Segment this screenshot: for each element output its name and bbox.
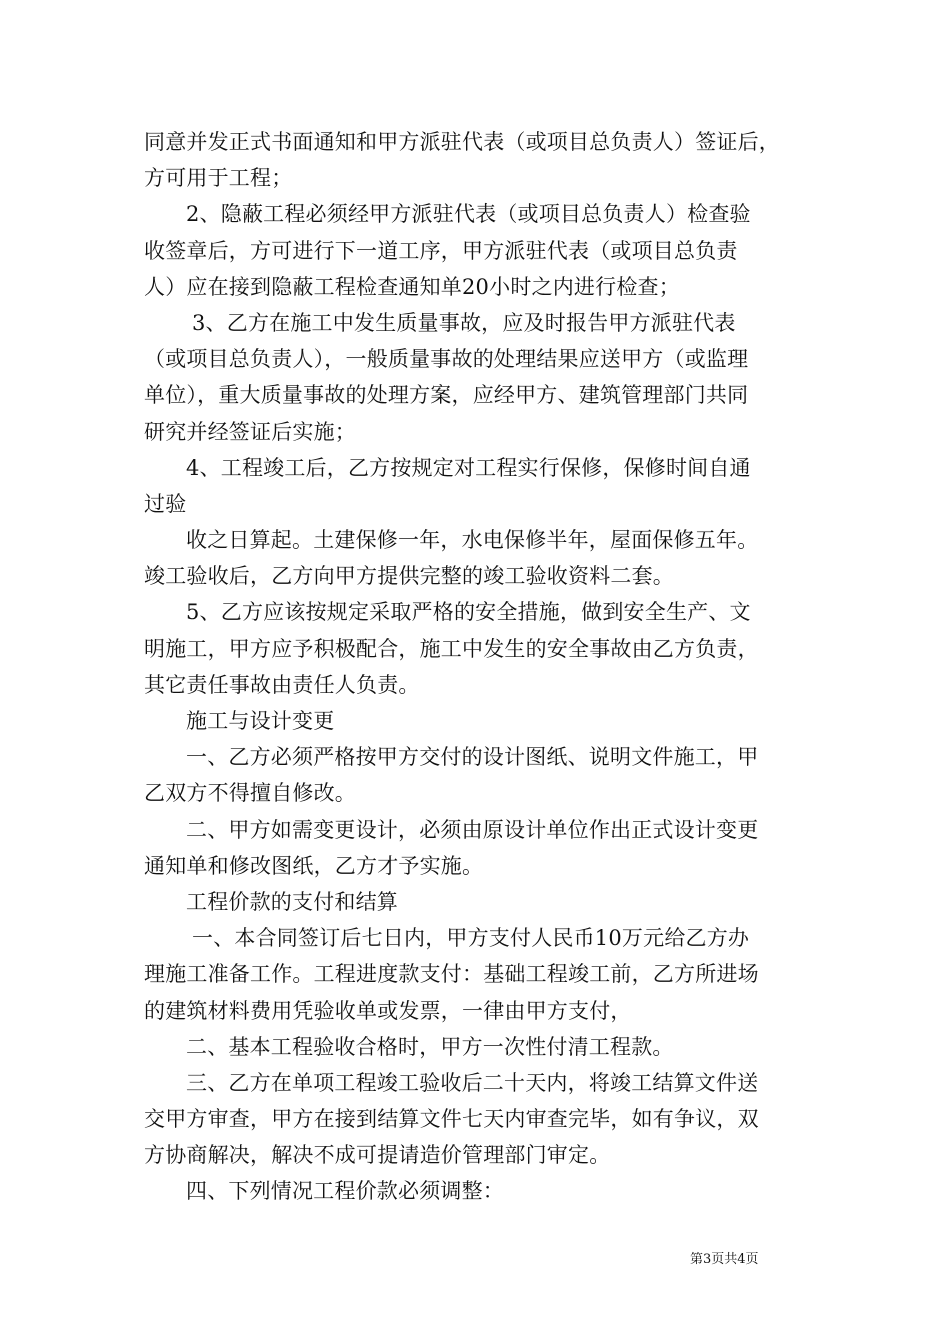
text-line: 4、工程竣工后，乙方按规定对工程实行保修，保修时间自通 bbox=[186, 455, 751, 480]
text-line: 竣工验收后，乙方向甲方提供完整的竣工验收资料二套。 bbox=[144, 564, 674, 589]
text-line: 一、本合同签订后七日内，甲方支付人民币10万元给乙方办 bbox=[192, 926, 750, 951]
text-line: 人）应在接到隐蔽工程检查通知单20小时之内进行检查； bbox=[144, 274, 680, 299]
text-line: 5、乙方应该按规定采取严格的安全措施，做到安全生产、文 bbox=[186, 600, 751, 625]
text-line: 单位），重大质量事故的处理方案，应经甲方、建筑管理部门共同 bbox=[144, 383, 749, 408]
text-line: 同意并发正式书面通知和甲方派驻代表（或项目总负责人）签证后， bbox=[144, 130, 780, 154]
text-line: 收之日算起。土建保修一年，水电保修半年，屋面保修五年。 bbox=[186, 528, 759, 553]
text-line: 交甲方审查，甲方在接到结算文件七天内审查完毕，如有争议，双 bbox=[144, 1107, 759, 1132]
text-line: （或项目总负责人），一般质量事故的处理结果应送甲方（或监理 bbox=[144, 347, 749, 372]
text-line: 的建筑材料费用凭验收单或发票，一律由甲方支付， bbox=[144, 998, 632, 1023]
text-line: 四、下列情况工程价款必须调整： bbox=[186, 1179, 504, 1204]
text-line: 一、乙方必须严格按甲方交付的设计图纸、说明文件施工，甲 bbox=[186, 745, 759, 770]
text-line: 3、乙方在施工中发生质量事故，应及时报告甲方派驻代表 bbox=[192, 310, 736, 335]
text-line: 2、隐蔽工程必须经甲方派驻代表（或项目总负责人）检查验 bbox=[186, 202, 751, 227]
text-line: 收签章后，方可进行下一道工序，甲方派驻代表（或项目总负责 bbox=[144, 238, 738, 263]
page-number: 第3页共4页 bbox=[690, 1252, 759, 1267]
text-line: 二、基本工程验收合格时，甲方一次性付清工程款。 bbox=[186, 1034, 674, 1059]
text-line: 明施工，甲方应予积极配合，施工中发生的安全事故由乙方负责， bbox=[144, 636, 759, 661]
text-line: 研究并经签证后实施； bbox=[144, 419, 356, 444]
section-heading: 施工与设计变更 bbox=[186, 709, 335, 733]
text-line: 乙双方不得擅自修改。 bbox=[144, 781, 356, 806]
section-heading: 工程价款的支付和结算 bbox=[186, 889, 398, 914]
text-line: 二、甲方如需变更设计，必须由原设计单位作出正式设计变更 bbox=[186, 817, 759, 842]
text-line: 过验 bbox=[144, 491, 187, 516]
text-line: 通知单和修改图纸，乙方才予实施。 bbox=[144, 853, 484, 878]
text-line: 三、乙方在单项工程竣工验收后二十天内，将竣工结算文件送 bbox=[186, 1070, 759, 1095]
text-line: 方可用于工程； bbox=[144, 166, 293, 191]
body-text bbox=[144, 124, 814, 1210]
text-line: 其它责任事故由责任人负责。 bbox=[144, 672, 420, 697]
text-line: 方协商解决，解决不成可提请造价管理部门审定。 bbox=[144, 1143, 611, 1168]
text-line: 理施工准备工作。工程进度款支付：基础工程竣工前，乙方所进场 bbox=[144, 962, 759, 987]
